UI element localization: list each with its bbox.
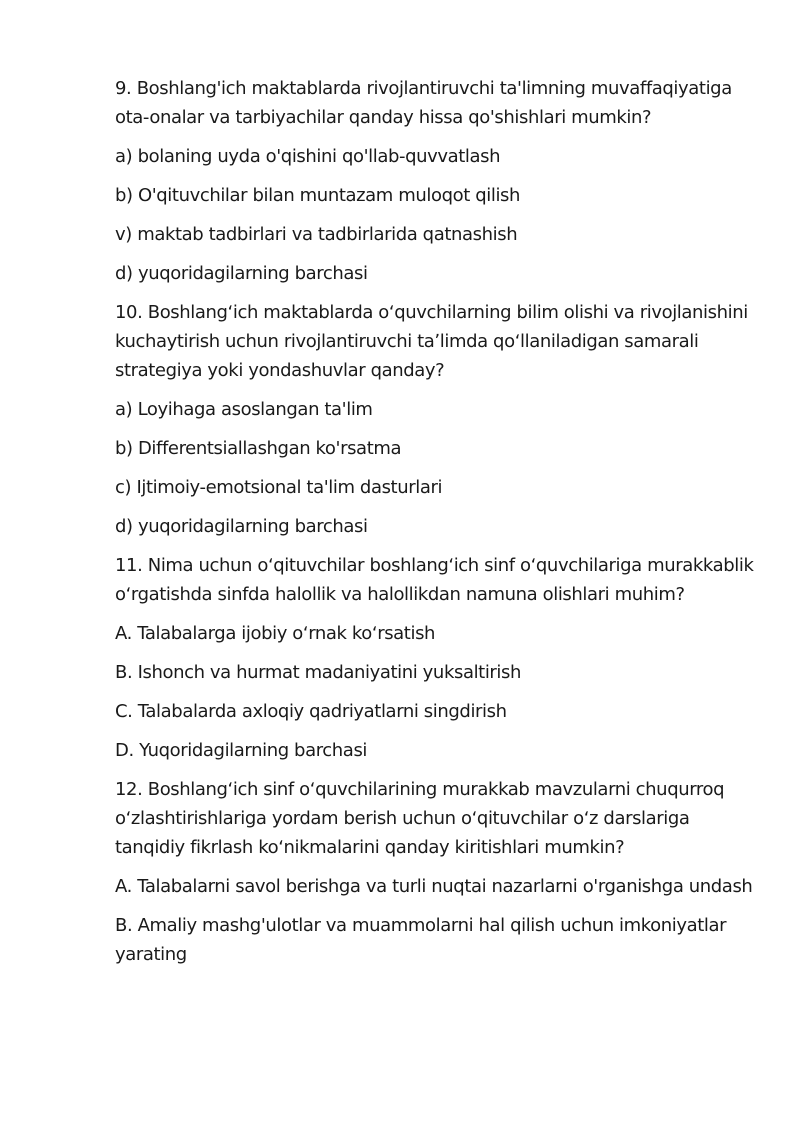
answer-option: d) yuqoridagilarning barchasi — [115, 516, 368, 537]
answer-option: A. Talabalarni savol berishga va turli nuqtai nazarlarni o'rganishga undash — [115, 876, 753, 897]
answer-option: c) Ijtimoiy-emotsional ta'lim dasturlari — [115, 477, 443, 498]
answer-option: d) yuqoridagilarning barchasi — [115, 263, 368, 284]
question-10 — [115, 298, 755, 541]
answer-option: a) Loyihaga asoslangan ta'lim — [115, 399, 373, 420]
question-9 — [115, 74, 755, 288]
question-text: 10. Boshlangʻich maktablarda oʻquvchilarning bilim olishi va rivojlanishini kuchaytirish uchun rivojlantiruvchi taʼlimda qoʻllaniladigan samarali strategiya yoki yondashuvlar qanday? — [115, 302, 748, 381]
answer-option: v) maktab tadbirlari va tadbirlarida qatnashish — [115, 224, 518, 245]
question-12 — [115, 775, 755, 969]
question-text: 12. Boshlangʻich sinf oʻquvchilarining murakkab mavzularni chuqurroq oʻzlashtirishlariga yordam berish uchun oʻqituvchilar oʻz darslariga tanqidiy fikrlash koʻnikmalarini qanday kiritishlari mumkin? — [115, 779, 725, 858]
question-text: 9. Boshlang'ich maktablarda rivojlantiruvchi ta'limning muvaffaqiyatiga ota-onalar va tarbiyachilar qanday hissa qo'shishlari mumkin? — [115, 78, 732, 128]
answer-option: C. Talabalarda axloqiy qadriyatlarni singdirish — [115, 701, 507, 722]
answer-option: b) Differentsiallashgan ko'rsatma — [115, 438, 402, 459]
answer-option: a) bolaning uyda o'qishini qo'llab-quvvatlash — [115, 146, 501, 167]
answer-option: A. Talabalarga ijobiy oʻrnak koʻrsatish — [115, 623, 436, 644]
answer-option: B. Amaliy mashg'ulotlar va muammolarni hal qilish uchun imkoniyatlar yarating — [115, 915, 727, 965]
question-11 — [115, 551, 755, 765]
answer-option: D. Yuqoridagilarning barchasi — [115, 740, 368, 761]
answer-option: b) O'qituvchilar bilan muntazam muloqot qilish — [115, 185, 521, 206]
question-text: 11. Nima uchun oʻqituvchilar boshlangʻich sinf oʻquvchilariga murakkablik oʻrgatishda sinfda halollik va halollikdan namuna olishlari muhim? — [115, 555, 754, 605]
answer-option: B. Ishonch va hurmat madaniyatini yuksaltirish — [115, 662, 522, 683]
document-page — [115, 74, 755, 979]
